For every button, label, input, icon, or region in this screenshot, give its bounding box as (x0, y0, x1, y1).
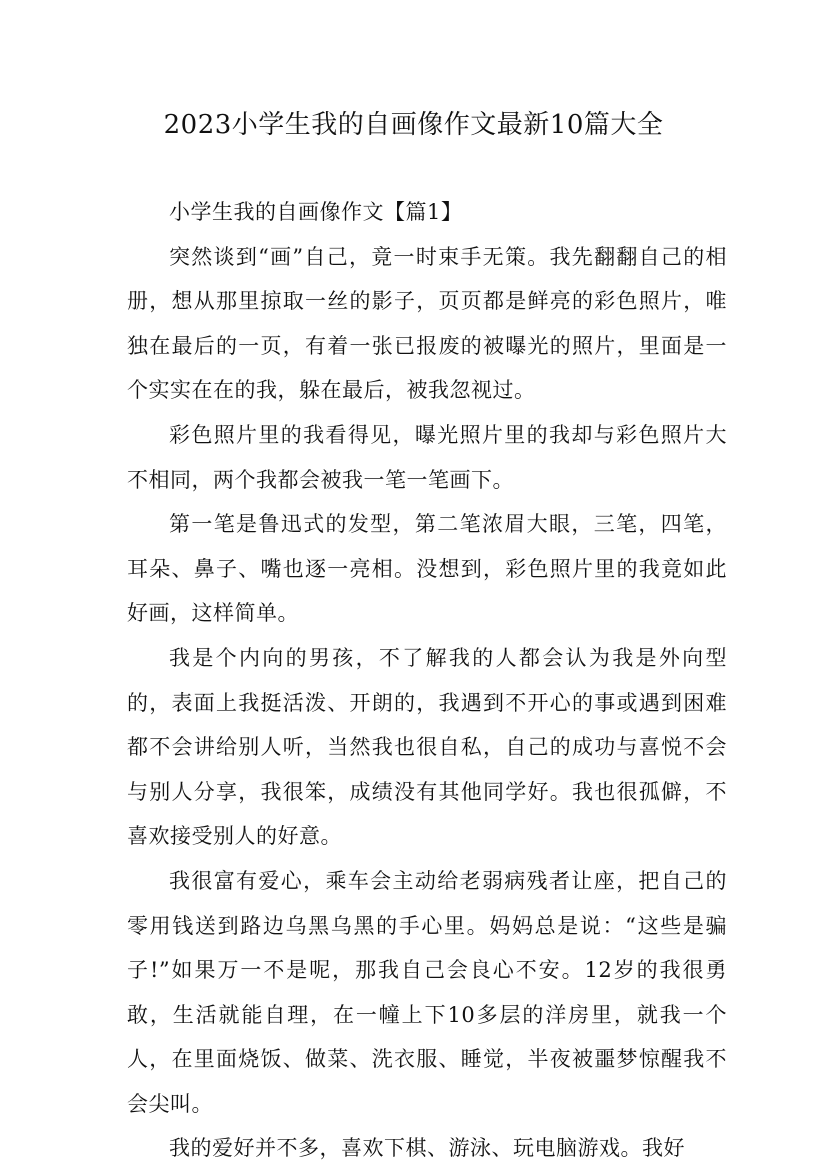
paragraph: 第一笔是鲁迅式的发型，第二笔浓眉大眼，三笔，四笔，耳朵、鼻子、嘴也逐一亮相。没想到，彩色照片里的我竟如此好画，这样简单。 (127, 512, 727, 626)
paragraph: 突然谈到“画”自己，竟一时束手无策。我先翻翻自己的相册，想从那里掠取一丝的影子，页页都是鲜亮的彩色照片，唯独在最后的一页，有着一张已报废的被曝光的照片，里面是一个实实在在的我，躲在最后，被我忽视过。 (127, 244, 727, 403)
document-title: 2023小学生我的自画像作文最新10篇大全 (163, 110, 664, 140)
paragraph: 我是个内向的男孩，不了解我的人都会认为我是外向型的，表面上我挺活泼、开朗的，我遇到不开心的事或遇到困难都不会讲给别人听，当然我也很自私，自己的成功与喜悦不会与别人分享，我很笨，成绩没有其他同学好。我也很孤僻，不喜欢接受别人的好意。 (127, 645, 727, 849)
section-heading: 小学生我的自画像作文【篇1】 (169, 200, 463, 224)
paragraph: 彩色照片里的我看得见，曝光照片里的我却与彩色照片大不相同，两个我都会被我一笔一笔画下。 (127, 422, 727, 492)
paragraph: 我的爱好并不多，喜欢下棋、游泳、玩电脑游戏。我好 (169, 1136, 685, 1161)
paragraph: 我很富有爱心，乘车会主动给老弱病残者让座，把自己的零用钱送到路边乌黑乌黑的手心里。妈妈总是说：“这些是骗子!”如果万一不是呢，那我自己会良心不安。12岁的我很勇敢，生活就能自理，在一幢上下10多层的洋房里，就我一个人，在里面烧饭、做菜、洗衣服、睡觉，半夜被噩梦惊醒我不会尖叫。 (127, 868, 727, 1116)
document-body (127, 190, 727, 1171)
